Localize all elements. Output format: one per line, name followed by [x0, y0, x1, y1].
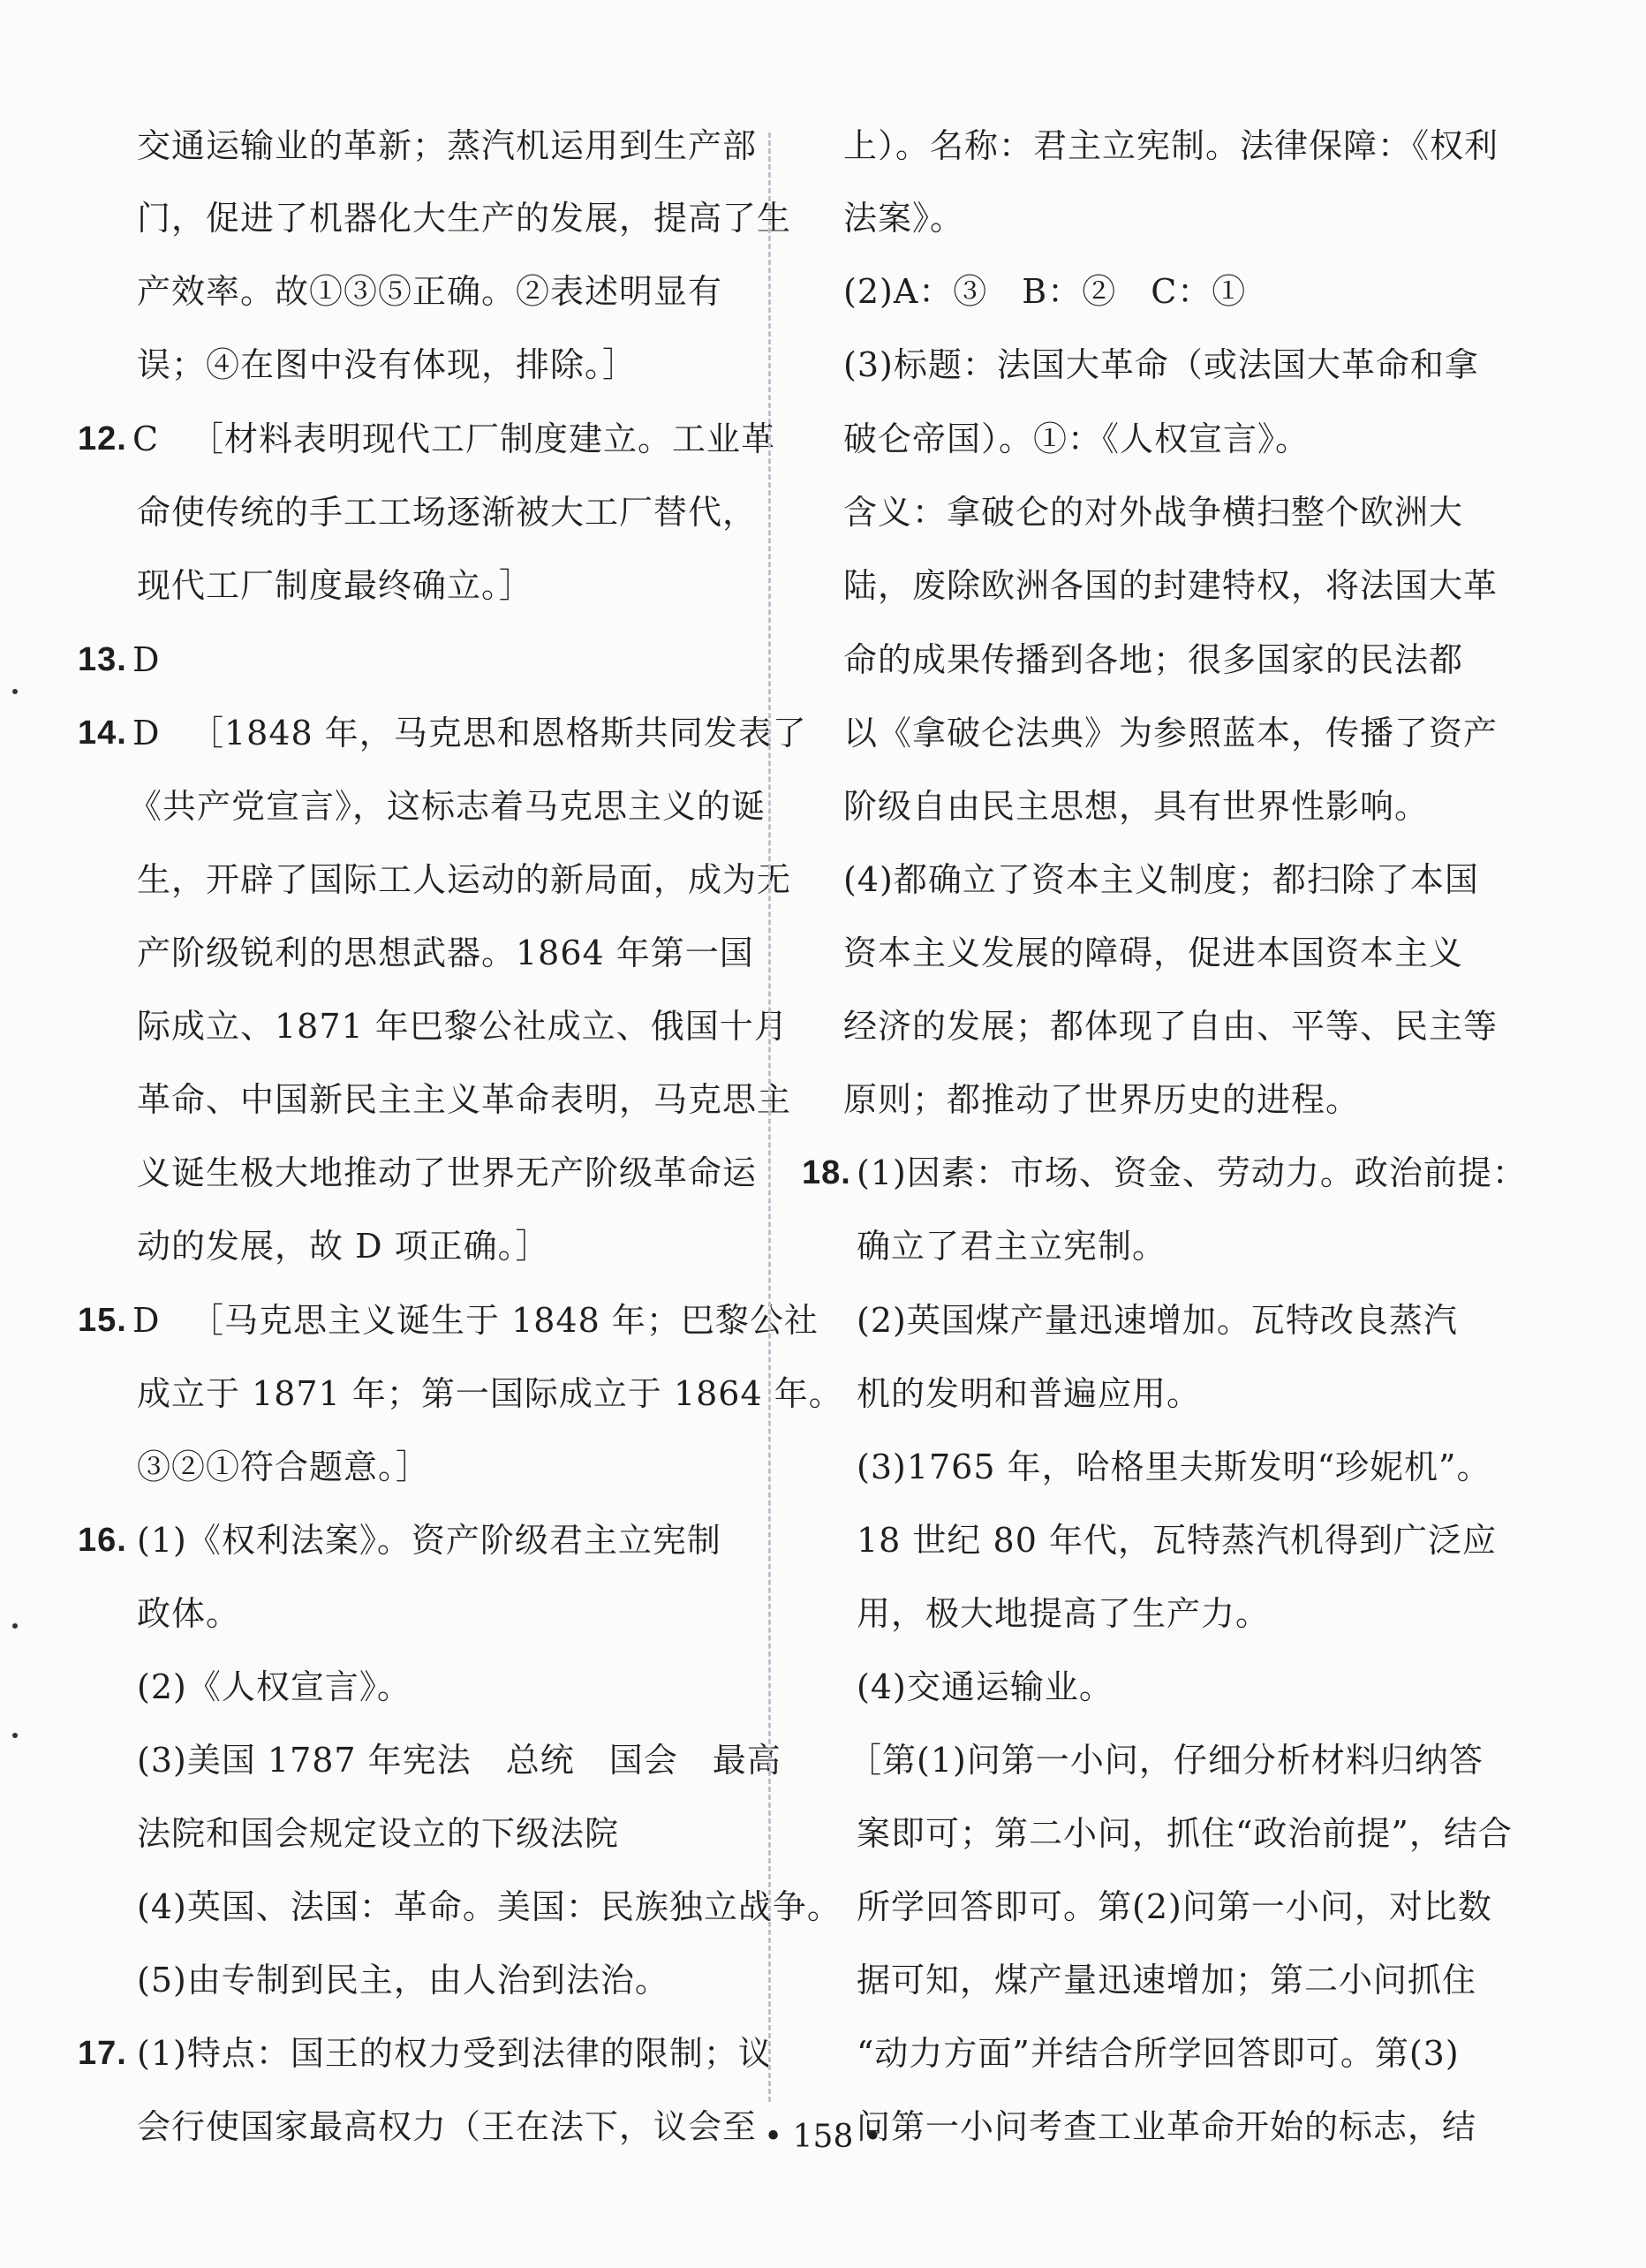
text-line: 交通运输业的革新；蒸汽机运用到生产部: [137, 126, 758, 165]
text-line: ［材料表明现代工厂制度建立。工业革: [190, 420, 776, 458]
text-line: ［第(1)问第一小问，仔细分析材料归纳答: [848, 1741, 1484, 1780]
text-line: 现代工厂制度最终确立。］: [137, 566, 534, 605]
print-speck: [12, 1733, 18, 1738]
text-line: 机的发明和普遍应用。: [857, 1374, 1202, 1413]
text-line: 际成立、1871 年巴黎公社成立、俄国十月: [137, 1007, 789, 1046]
text-line: 产阶级锐利的思想武器。1864 年第一国: [137, 934, 754, 972]
column-divider: [768, 132, 771, 2102]
answer-letter: D: [132, 640, 161, 679]
text-line: (1)特点：国王的权力受到法律的限制；议: [137, 2034, 773, 2073]
text-line: 命使传统的手工工场逐渐被大工厂替代，: [137, 493, 758, 532]
text-line: ③②①符合题意。］: [137, 1448, 431, 1486]
text-line: (3)1765 年，哈格里夫斯发明“珍妮机”。: [857, 1448, 1491, 1486]
answer-letter: D: [132, 714, 161, 752]
text-line: (2)《人权宣言》。: [137, 1667, 412, 1706]
text-line: 据可知，煤产量迅速增加；第二小问抓住: [857, 1961, 1477, 2000]
text-line: 用，极大地提高了生产力。: [857, 1594, 1271, 1633]
text-line: 上）。名称：君主立宪制。法律保障：《权利: [843, 126, 1499, 165]
text-line: 命的成果传播到各地；很多国家的民法都: [843, 640, 1464, 679]
text-line: 动的发展，故 D 项正确。］: [137, 1227, 550, 1266]
print-speck: [12, 1623, 18, 1629]
text-line: 问第一小问考查工业革命开始的标志，结: [857, 2107, 1477, 2146]
text-line: 案即可；第二小问，抓住“政治前提”，结合: [857, 1814, 1513, 1853]
text-line: 误；④在图中没有体现，排除。］: [137, 345, 638, 384]
text-line: 破仑帝国）。①：《人权宣言》。: [843, 420, 1310, 458]
text-line: (4)都确立了资本主义制度；都扫除了本国: [843, 860, 1479, 899]
question-number: 18.: [802, 1154, 851, 1191]
text-line: (3)标题：法国大革命（或法国大革命和拿: [843, 345, 1479, 384]
text-line: 生，开辟了国际工人运动的新局面，成为无: [137, 860, 792, 899]
text-line: (1)《权利法案》。资产阶级君主立宪制: [137, 1521, 721, 1560]
question-number: 16.: [78, 1522, 127, 1559]
text-line: (5)由专制到民主，由人治到法治。: [137, 1961, 669, 2000]
question-number: 17.: [78, 2035, 127, 2072]
text-line: 成立于 1871 年；第一国际成立于 1864 年。: [137, 1374, 843, 1413]
text-line: 革命、中国新民主主义革命表明，马克思主: [137, 1080, 792, 1119]
text-line: 产效率。故①③⑤正确。②表述明显有: [137, 272, 723, 311]
text-line: 确立了君主立宪制。: [857, 1227, 1167, 1266]
text-line: 政体。: [137, 1594, 241, 1633]
text-line: 所学回答即可。第(2)问第一小问，对比数: [857, 1887, 1492, 1926]
text-line: 经济的发展；都体现了自由、平等、民主等: [843, 1007, 1499, 1046]
text-line: 门，促进了机器化大生产的发展，提高了生: [137, 199, 792, 238]
text-line: “动力方面”并结合所学回答即可。第(3): [857, 2034, 1460, 2073]
text-line: 《共产党宣言》，这标志着马克思主义的诞: [128, 787, 766, 826]
text-line: (1)因素：市场、资金、劳动力。政治前提：: [857, 1153, 1527, 1192]
answer-letter: D: [132, 1301, 161, 1340]
text-line: 义诞生极大地推动了世界无产阶级革命运: [137, 1153, 758, 1192]
text-line: 法院和国会规定设立的下级法院: [137, 1814, 620, 1853]
text-line: 法案》。: [843, 199, 965, 238]
text-line: 陆，废除欧洲各国的封建特权，将法国大革: [843, 566, 1499, 605]
text-line: 以《拿破仑法典》为参照蓝本，传播了资产: [843, 714, 1499, 752]
text-line: (4)英国、法国：革命。美国：民族独立战争。: [137, 1887, 842, 1926]
question-number: 12.: [78, 420, 127, 457]
text-line: 原则；都推动了世界历史的进程。: [843, 1080, 1361, 1119]
question-number: 13.: [78, 641, 127, 678]
text-line: 阶级自由民主思想，具有世界性影响。: [843, 787, 1430, 826]
answer-letter: C: [132, 420, 160, 458]
question-number: 14.: [78, 714, 127, 752]
text-line: ［马克思主义诞生于 1848 年；巴黎公社: [190, 1301, 819, 1340]
text-line: (3)美国 1787 年宪法 总统 国会 最高: [137, 1741, 781, 1780]
text-line: 含义：拿破仑的对外战争横扫整个欧洲大: [843, 493, 1464, 532]
text-line: ［1848 年，马克思和恩格斯共同发表了: [190, 714, 807, 752]
text-line: (2)英国煤产量迅速增加。瓦特改良蒸汽: [857, 1301, 1458, 1340]
print-speck: [12, 689, 18, 694]
page-number: • 158 •: [763, 2119, 883, 2155]
text-line: (4)交通运输业。: [857, 1667, 1114, 1706]
text-line: 会行使国家最高权力（王在法下，议会至: [137, 2107, 758, 2146]
text-line: 资本主义发展的障碍，促进本国资本主义: [843, 934, 1464, 972]
text-line: 18 世纪 80 年代，瓦特蒸汽机得到广泛应: [857, 1521, 1497, 1560]
question-number: 15.: [78, 1302, 127, 1339]
text-line: (2)A：③ B：② C：①: [843, 272, 1247, 311]
